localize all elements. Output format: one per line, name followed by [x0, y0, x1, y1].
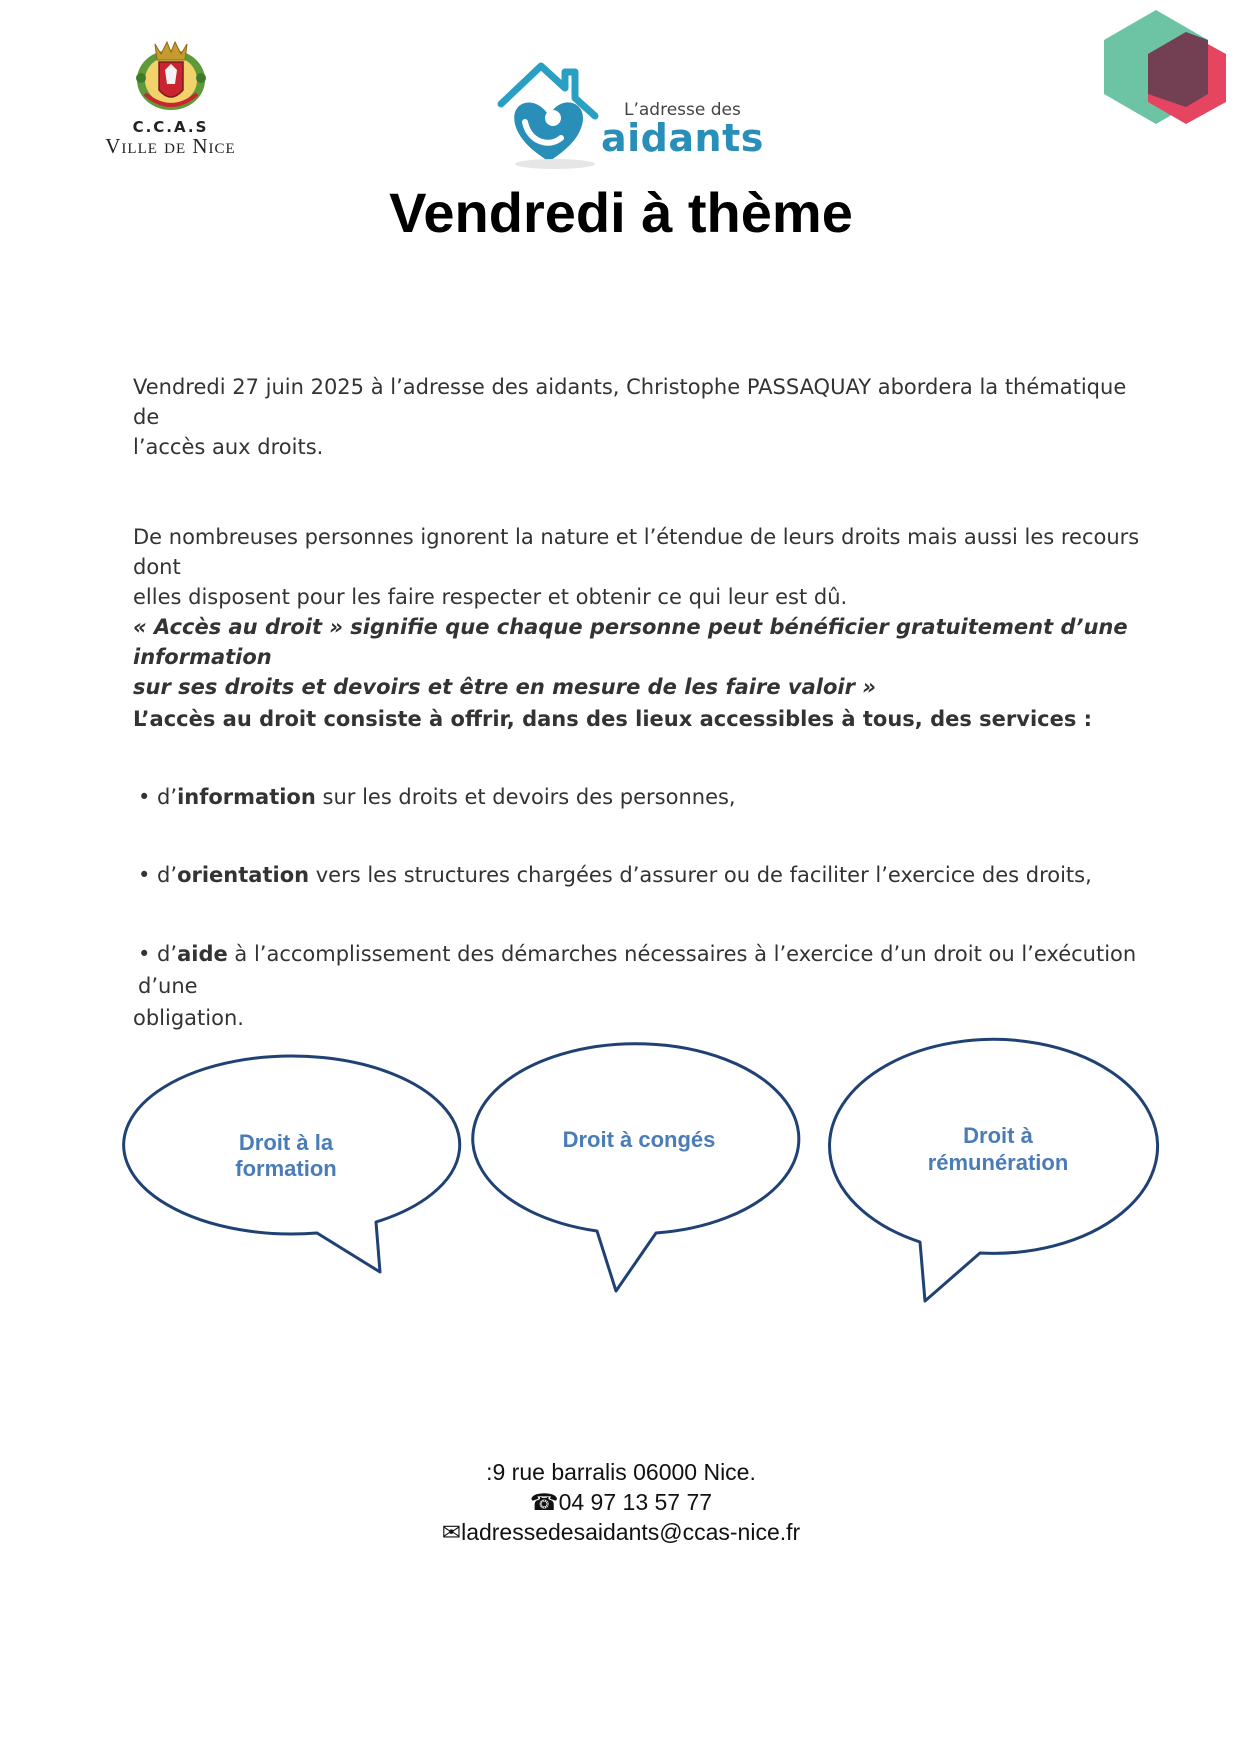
contact-address: :9 rue barralis 06000 Nice. — [486, 1459, 756, 1485]
mail-icon: ✉ — [441, 1519, 462, 1545]
contact-email-row — [0, 1517, 1242, 1547]
speech-bubble-remuneration — [830, 1039, 1158, 1301]
ccas-acronym: C.C.A.S — [132, 118, 209, 136]
bubble-line-1: Droit à la — [238, 1130, 334, 1155]
phone-icon: ☎ — [529, 1489, 559, 1515]
speech-bubble-conges — [473, 1044, 799, 1291]
intro-line-1: Vendredi 27 juin 2025 à l’adresse des aidants, Christophe PASSAQUAY abordera la thématique de — [133, 375, 1127, 429]
contact-phone[interactable]: 04 97 13 57 77 — [558, 1489, 713, 1515]
quote-line-2: sur ses droits et devoirs et être en mesure de les faire valoir » — [133, 675, 876, 699]
quote-line-1: « Accès au droit » signifie que chaque personne peut bénéficier gratuitement d’une information — [133, 615, 1128, 669]
bullet-prefix: • d’ — [138, 863, 178, 887]
page-title: Vendredi à thème — [389, 181, 853, 244]
ccas-city-name: Ville de Nice — [105, 134, 236, 158]
context-line-2: elles disposent pour les faire respecter et obtenir ce qui leur est dû. — [133, 585, 848, 609]
speech-bubble-formation — [124, 1056, 460, 1272]
aidants-logo-main-text: aidants — [601, 116, 764, 160]
contact-phone-row — [0, 1487, 1242, 1517]
services-intro: L’accès au droit consiste à offrir, dans des lieux accessibles à tous, des services : — [133, 707, 1093, 731]
bullet-prefix: • d’ — [138, 942, 178, 966]
bubble-line-2: formation — [235, 1156, 337, 1181]
bullet-keyword: orientation — [177, 863, 310, 887]
bullet-continuation: obligation. — [133, 1006, 244, 1030]
bullet-prefix: • d’ — [138, 785, 178, 809]
bubble-line-1: Droit à congés — [562, 1127, 716, 1152]
bubble-line-1: Droit à — [963, 1123, 1033, 1148]
bullet-keyword: aide — [177, 942, 228, 966]
contact-email[interactable]: ladressedesaidants@ccas-nice.fr — [461, 1519, 801, 1545]
bullet-keyword: information — [177, 785, 316, 809]
bullet-text: vers les structures chargées d’assurer ou de faciliter l’exercice des droits, — [309, 863, 1092, 887]
bullet-text: sur les droits et devoirs des personnes, — [315, 785, 736, 809]
intro-line-2: l’accès aux droits. — [133, 435, 324, 459]
context-line-1: De nombreuses personnes ignorent la nature et l’étendue de leurs droits mais aussi les recours dont — [133, 525, 1140, 579]
bubble-line-2: rémunération — [927, 1150, 1069, 1175]
aidants-logo-top-text: L’adresse des — [624, 100, 741, 120]
bullet-text: à l’accomplissement des démarches nécessaires à l’exercice d’un droit ou l’exécution d’une — [138, 942, 1137, 998]
